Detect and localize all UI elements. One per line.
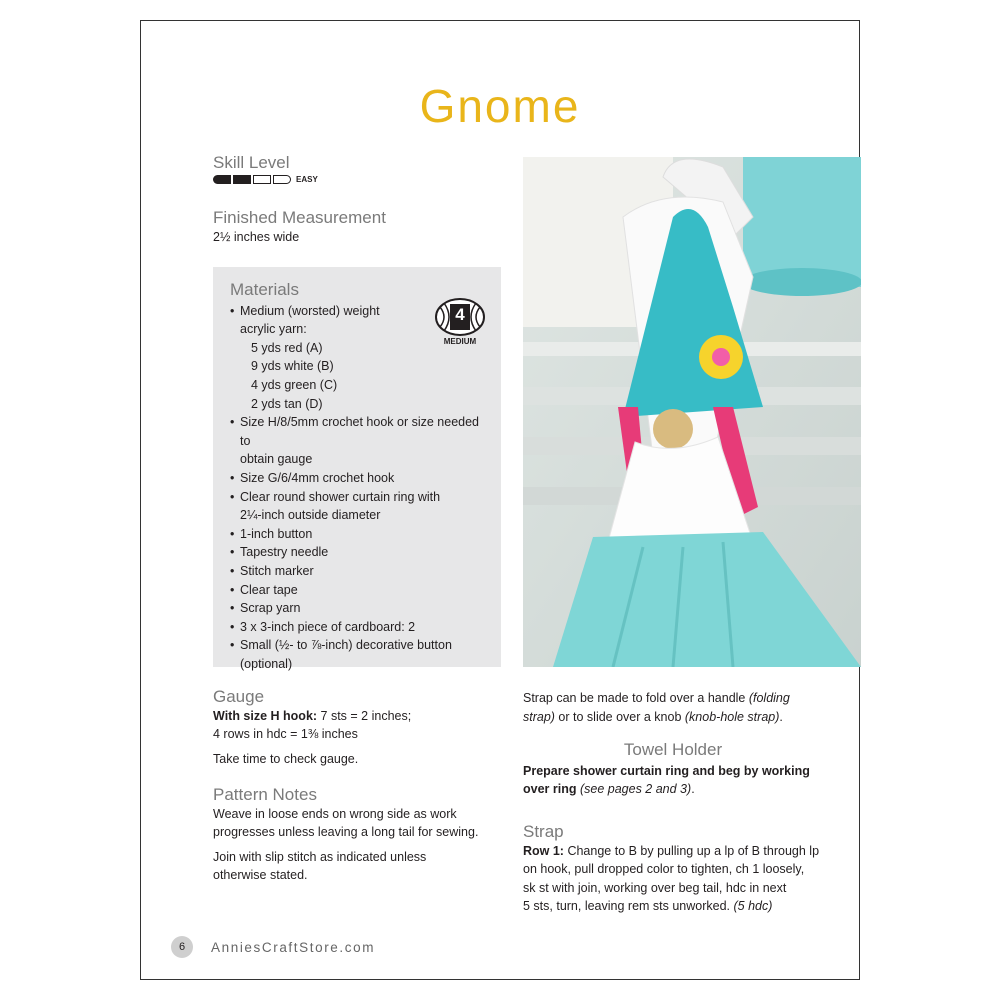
page-number: 6 bbox=[171, 936, 193, 958]
gauge-line-1 bbox=[213, 707, 503, 726]
towel-holder-instruction: Prepare shower curtain ring and beg by working bbox=[523, 763, 810, 778]
strap-intro-italic: (folding bbox=[748, 691, 790, 705]
pattern-note-2a: Join with slip stitch as indicated unless bbox=[213, 849, 427, 864]
materials-item: • 3 x 3-inch piece of cardboard: 2 bbox=[230, 618, 492, 637]
materials-item: obtain gauge bbox=[240, 452, 313, 467]
skill-level-icon bbox=[213, 175, 503, 184]
skill-level-heading: Skill Level bbox=[213, 153, 290, 172]
strap-intro bbox=[523, 689, 823, 726]
strap-row-label: Row 1: bbox=[523, 843, 564, 858]
strap-line: on hook, pull dropped color to tighten, ch 1 loosely, bbox=[523, 862, 805, 877]
materials-list bbox=[230, 302, 492, 674]
gauge-heading: Gauge bbox=[213, 687, 265, 706]
strap-section bbox=[523, 823, 823, 916]
pattern-notes-section bbox=[213, 786, 503, 885]
gauge-stitches: 7 sts = 2 inches; bbox=[317, 708, 412, 723]
materials-item: acrylic yarn: bbox=[240, 322, 307, 337]
gauge-line-3: Take time to check gauge. bbox=[213, 751, 359, 766]
materials-item: • Size H/8/5mm crochet hook or size needed to bbox=[230, 413, 492, 450]
materials-item: 2¼-inch outside diameter bbox=[240, 508, 381, 523]
skill-level-label: EASY bbox=[296, 175, 318, 184]
materials-item: 4 yds green (C) bbox=[251, 377, 338, 392]
strap-heading: Strap bbox=[523, 822, 564, 841]
skill-level-section bbox=[213, 153, 503, 184]
pattern-page bbox=[140, 20, 860, 980]
pattern-note-1b: progresses unless leaving a long tail for sewing. bbox=[213, 825, 479, 840]
materials-item: • Scrap yarn bbox=[230, 599, 492, 618]
strap-intro-text: Strap can be made to fold over a handle bbox=[523, 691, 749, 705]
skill-segment bbox=[273, 175, 291, 184]
skill-segment bbox=[213, 175, 231, 184]
materials-box bbox=[213, 267, 501, 671]
materials-item: • Stitch marker bbox=[230, 562, 492, 581]
finished-measurement-text: 2½ inches wide bbox=[213, 229, 300, 244]
page-footer bbox=[171, 936, 375, 958]
strap-intro-text: . bbox=[779, 709, 783, 724]
yarn-weight-icon bbox=[434, 295, 486, 351]
skill-segment bbox=[253, 175, 271, 184]
strap-intro-italic: strap) bbox=[523, 709, 555, 724]
gauge-line-2: 4 rows in hdc = 1⅜ inches bbox=[213, 727, 358, 742]
yarn-weight-number: 4 bbox=[455, 305, 465, 324]
materials-item: • 1-inch button bbox=[230, 525, 492, 544]
strap-line: Change to B by pulling up a lp of B through lp bbox=[563, 843, 820, 858]
strap-count: (5 hdc) bbox=[733, 899, 773, 914]
towel-holder-reference: (see pages 2 and 3) bbox=[579, 782, 692, 797]
strap-intro-italic: (knob-hole strap) bbox=[684, 709, 780, 724]
gauge-section bbox=[213, 688, 503, 768]
strap-line: 5 sts, turn, leaving rem sts unworked. bbox=[523, 899, 734, 914]
yarn-weight-label: MEDIUM bbox=[443, 337, 477, 346]
finished-measurement-section bbox=[213, 209, 503, 246]
materials-item: • Medium (worsted) weight bbox=[230, 302, 492, 321]
towel-holder-instruction: over ring bbox=[523, 782, 577, 797]
materials-item: 9 yds white (B) bbox=[251, 359, 334, 374]
pattern-note-2b: otherwise stated. bbox=[213, 868, 308, 883]
pattern-notes-heading: Pattern Notes bbox=[213, 785, 317, 804]
finished-measurement-heading: Finished Measurement bbox=[213, 208, 386, 227]
skill-segment bbox=[233, 175, 251, 184]
gauge-hook-label: With size H hook: bbox=[213, 708, 318, 723]
materials-item: 5 yds red (A) bbox=[251, 340, 323, 355]
strap-line: sk st with join, working over beg tail, hdc in next bbox=[523, 880, 787, 895]
materials-item: • Small (½- to ⅞-inch) decorative button bbox=[230, 636, 492, 655]
materials-item: • Clear round shower curtain ring with bbox=[230, 488, 492, 507]
materials-item: 2 yds tan (D) bbox=[251, 396, 323, 411]
materials-heading: Materials bbox=[230, 280, 299, 299]
towel-holder-section bbox=[523, 741, 823, 799]
materials-item: (optional) bbox=[240, 656, 293, 671]
footer-site: AnniesCraftStore.com bbox=[211, 939, 376, 955]
materials-item: • Clear tape bbox=[230, 581, 492, 600]
pattern-note-1a: Weave in loose ends on wrong side as work bbox=[213, 806, 457, 821]
page-title: Gnome bbox=[419, 80, 581, 132]
materials-item: • Size G/6/4mm crochet hook bbox=[230, 469, 492, 488]
towel-holder-end: . bbox=[691, 782, 695, 797]
materials-item: • Tapestry needle bbox=[230, 543, 492, 562]
towel-holder-heading: Towel Holder bbox=[623, 740, 723, 759]
strap-intro-text: or to slide over a knob bbox=[554, 709, 685, 724]
gnome-photo bbox=[523, 157, 861, 667]
